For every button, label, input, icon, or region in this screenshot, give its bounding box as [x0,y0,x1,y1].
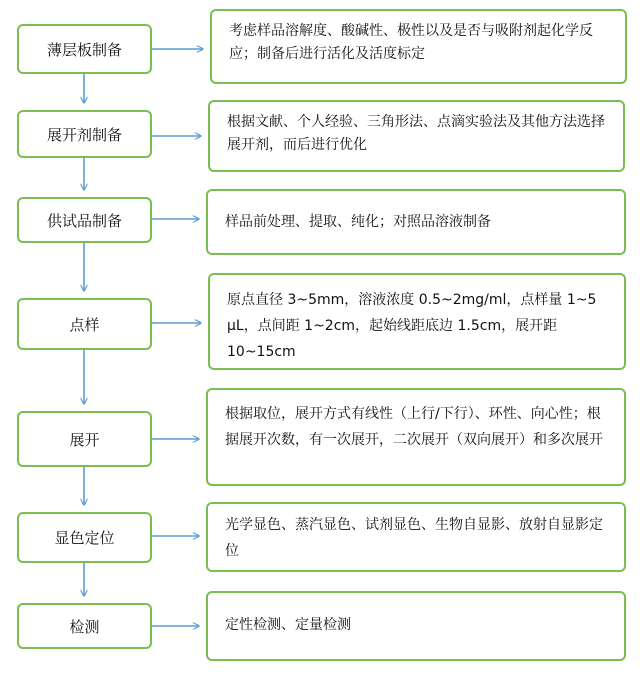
step-label: 薄层板制备 [46,40,122,59]
step-description: 考虑样品溶解度、酸碱性、极性以及是否与吸附剂起化学反应；制备后进行活化及活度标定 [229,23,593,62]
description-box-6 [206,502,626,572]
step-description: 样品前处理、提取、纯化；对照品溶液制备 [225,214,491,230]
step-label: 检测 [69,617,100,636]
step-description: 根据取位，展开方式有线性（上行/下行）、环性、向心性；根据展开次数，有一次展开，二次展开（双向展开）和多次展开 [225,406,603,448]
description-box-2 [208,100,625,172]
step-box-6 [17,512,152,563]
step-description: 光学显色、蒸汽显色、试剂显色、生物自显影、放射自显影定位 [225,517,603,559]
step-box-1 [17,24,152,74]
description-box-5 [206,388,626,486]
step-box-5 [17,411,152,467]
description-box-1 [210,9,627,84]
step-box-3 [17,197,152,243]
step-box-7 [17,603,152,649]
step-box-4 [17,298,152,350]
step-label: 展开 [69,430,100,449]
step-label: 点样 [69,315,100,334]
description-box-4 [208,273,626,370]
description-box-7 [206,591,626,661]
step-description: 原点直径 3~5mm，溶液浓度 0.5~2mg/ml，点样量 1~5 μL，点间距 1~2cm，起始线距底边 1.5cm，展开距 10~15cm [227,292,597,360]
step-box-2 [17,110,152,158]
step-description: 根据文献、个人经验、三角形法、点滴实验法及其他方法选择展开剂，而后进行优化 [227,114,605,153]
step-label: 供试品制备 [46,211,122,230]
step-description: 定性检测、定量检测 [225,617,351,633]
step-label: 展开剂制备 [46,125,122,144]
description-box-3 [206,189,626,255]
step-label: 显色定位 [54,529,115,547]
